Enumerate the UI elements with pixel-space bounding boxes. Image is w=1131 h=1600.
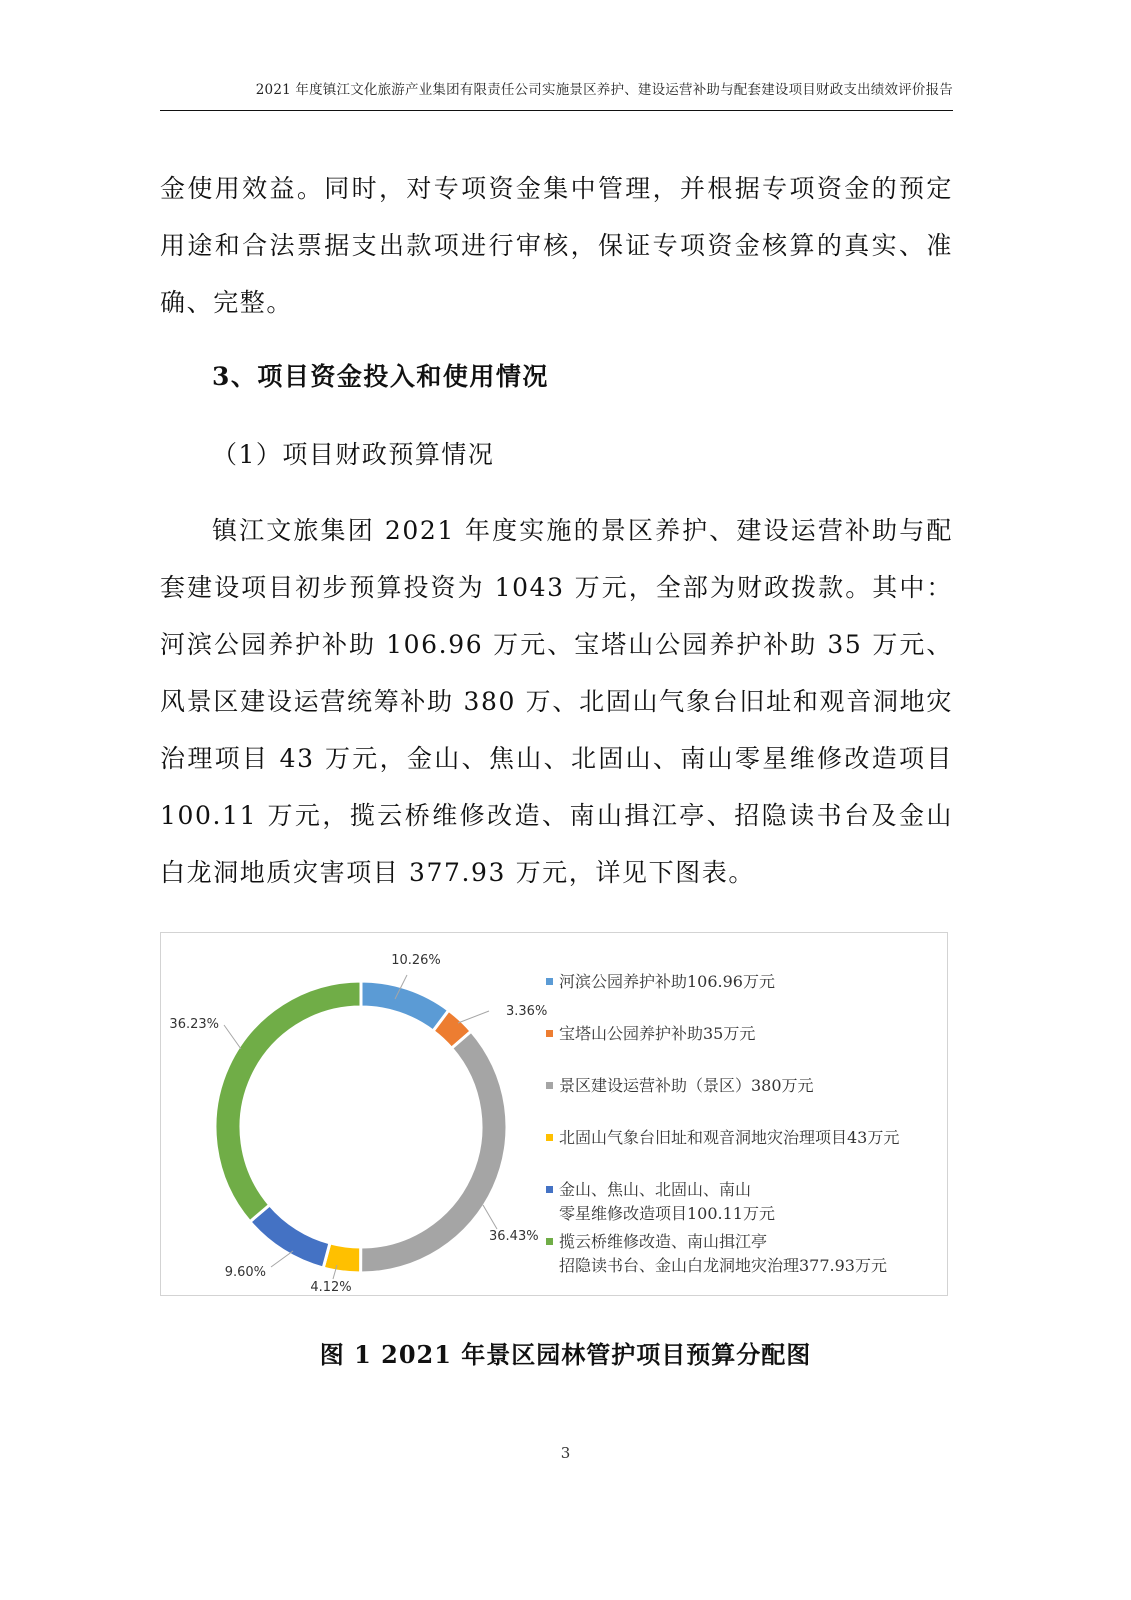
leader-line-5 [224,1025,241,1049]
figure-caption: 图 1 2021 年景区园林管护项目预算分配图 [319,1340,812,1369]
legend-label-4: 零星维修改造项目100.11万元 [559,1204,775,1223]
subheading-budget: （1）项目财政预算情况 [212,440,495,469]
data-label-3: 4.12% [310,1280,352,1295]
section-heading-3: 3、项目资金投入和使用情况 [212,362,549,391]
donut-slice-0 [361,981,449,1031]
data-label-4: 9.60% [224,1265,266,1280]
leader-line-1 [458,1011,489,1023]
donut-slice-5 [215,981,361,1222]
legend-swatch-4 [546,1186,553,1193]
data-label-1: 3.36% [506,1004,548,1019]
legend-label-5: 揽云桥维修改造、南山揖江亭 [559,1232,768,1251]
budget-donut-chart [160,932,948,1296]
legend-label-2: 景区建设运营补助（景区）380万元 [559,1076,814,1095]
donut-slice-2 [361,1031,507,1273]
legend-swatch-1 [546,1030,553,1037]
legend-label-3: 北固山气象台旧址和观音洞地灾治理项目43万元 [559,1128,900,1147]
legend-swatch-0 [546,978,553,985]
legend-label-4: 金山、焦山、北固山、南山 [559,1180,752,1199]
legend-label-0: 河滨公园养护补助106.96万元 [559,972,775,991]
donut-slice-4 [250,1205,330,1268]
paragraph-continued: 金使用效益。同时，对专项资金集中管理，并根据专项资金的预定用途和合法票据支出款项进行审核，保证专项资金核算的真实、准确、完整。 [160,174,953,317]
legend-label-1: 宝塔山公园养护补助35万元 [559,1024,756,1043]
leader-line-2 [483,1205,497,1229]
legend-label-5: 招隐读书台、金山白龙洞地灾治理377.93万元 [559,1256,887,1275]
legend-swatch-3 [546,1134,553,1141]
legend-swatch-5 [546,1238,553,1245]
running-header: 2021 年度镇江文化旅游产业集团有限责任公司实施景区养护、建设运营补助与配套建设项目财政支出绩效评价报告 [255,82,953,98]
header-rule [160,110,953,111]
paragraph-budget: 镇江文旅集团 2021 年度实施的景区养护、建设运营补助与配套建设项目初步预算投资为 1043 万元，全部为财政拨款。其中：河滨公园养护补助 106.96 万元、宝塔山公园养护补助 35 万元、风景区建设运营统筹补助 380 万、北固山气象台旧址和观音洞地灾治理项目 43 万元，金山、焦山、北固山、南山零星维修改造项目 100.11 万元，揽云桥维修改造、南山揖江亭、招隐读书台及金山白龙洞地质灾害项目 377.93 万元，详见下图表。 [160,516,953,887]
data-label-5: 36.23% [169,1017,219,1032]
donut-chart-canvas [161,933,949,1297]
data-label-0: 10.26% [391,953,441,968]
page-number: 3 [560,1444,571,1462]
leader-line-4 [271,1251,293,1267]
data-label-2: 36.43% [489,1229,539,1244]
legend-swatch-2 [546,1082,553,1089]
